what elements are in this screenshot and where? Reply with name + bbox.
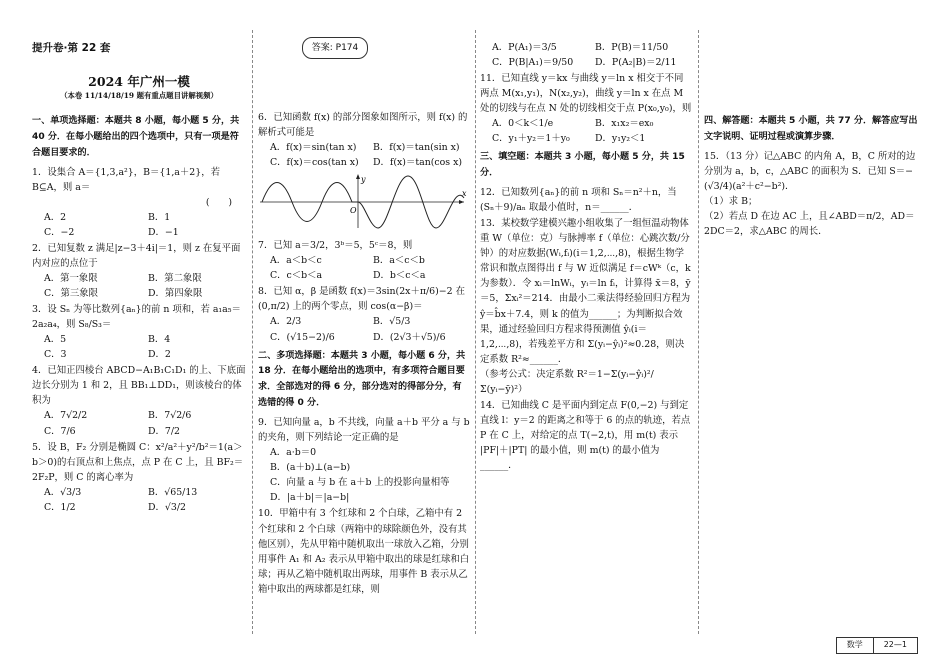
column-4 (704, 110, 918, 240)
question-stem: 11．已知直线 y＝kx 与曲线 y＝ln x 相交于不同两点 M(x₁,y₁)，N(x₂,y₂)，曲线 y＝ln x 在点 M 处的切线与在点 N 处的切线相交于点 P(x₀,y₀)，则 (480, 73, 692, 115)
option-c: C．f(x)＝cos(tan x) (270, 157, 359, 169)
column-1 (32, 110, 246, 516)
option-d: D．f(x)＝tan(cos x) (373, 157, 463, 169)
option-c: C．1/2 (44, 501, 76, 513)
option-c: C．−2 (44, 226, 75, 238)
answer-paren: ( ) (205, 196, 232, 208)
section-multi-choice: 二、多项选择题：本题共 3 小题，每小题 6 分，共 18 分．在每小题给出的选项中，有多项符合题目要求．全部选对的得 6 分，部分选对的得部分分，有选错的得 0 分． (258, 350, 466, 409)
question-11 (480, 71, 692, 146)
option-d: D．b＜c＜a (373, 270, 426, 282)
page-subtitle: （本卷 11/14/18/19 题有重点题目讲解视频） (60, 91, 218, 100)
question-stem: 3．设 Sₙ 为等比数列{aₙ}的前 n 项和，若 a₁a₅＝2a₂a₄，则 S₈/S₃＝ (32, 304, 241, 331)
option-d: D．y₁y₂＜1 (595, 133, 646, 145)
option-c: C．y₁＋y₂＝1＋y₀ (492, 133, 570, 145)
column-divider (698, 30, 699, 634)
x-axis-arrow (459, 200, 464, 204)
footer-page-number: 22—1 (873, 638, 917, 653)
question-2 (32, 241, 246, 301)
part-2: （2）若点 D 在边 AC 上，且∠ABD＝π/2，AD＝2DC＝2，求△ABC 的周长． (704, 211, 915, 238)
option-a: A．f(x)＝sin(tan x) (270, 142, 357, 154)
section-single-choice: 一、单项选择题：本题共 8 小题，每小题 5 分，共 40 分．在每小题给出的四个选项中，只有一项是符合题目要求的． (32, 116, 240, 158)
question-7 (258, 238, 470, 283)
part-1: （1）求 B； (704, 195, 758, 207)
question-stem: 1．设集合 A＝{1,3,a²}，B＝{1,a＋2}，若 B⊆A，则 a＝ (32, 166, 220, 193)
option-c: C．第三象限 (44, 288, 99, 300)
option-b: B．(a＋b)⊥(a−b) (270, 462, 351, 474)
section-label: 提升卷·第 22 套 (32, 42, 111, 54)
option-a: A．P(A₁)＝3/5 (492, 42, 557, 53)
y-axis-label: y (361, 175, 366, 185)
option-c: C．c＜b＜a (270, 270, 323, 282)
question-stem: 10．甲箱中有 3 个红球和 2 个白球，乙箱中有 2 个红球和 2 个白球（两箱中的球除颜色外，没有其他区别），先从甲箱中随机取出一球放入乙箱，分别用事件 A₁ 和 A₂ 表示从甲箱中取出的球是红球和白球；再从乙箱中随机取出两球，用事件 B 表示从乙箱中取出的两球都是红球，则 (258, 508, 470, 595)
question-stem: 15．（13 分）记△ABC 的内角 A，B，C 所对的边分别为 a，b，c，△ABC 的面积为 S．已知 S＝−(√3/4)(a²＋c²−b²)． (704, 150, 916, 192)
option-d: D．|a＋b|＝|a−b| (270, 492, 350, 504)
option-a: A．5 (44, 334, 67, 346)
answer-badge: 答案: P174 (302, 37, 368, 59)
option-b: B．4 (148, 334, 171, 346)
question-stem: 6．已知函数 f(x) 的部分图象如图所示，则 f(x) 的解析式可能是 (258, 112, 468, 139)
option-c: C．(√15−2)/6 (270, 331, 335, 343)
question-stem: 13．某校数学建模兴趣小组收集了一组恒温动物体重 W（单位：克）与脉搏率 f（单位：心跳次数/分钟）的对应数据(Wᵢ,fᵢ)(i＝1,2,⋯,8)，根据生物学常识和散点图得出 f 与 W 近似满足 f＝cWᵏ（c，k 为参数）．令 xᵢ＝lnWᵢ，yᵢ＝ln fᵢ，计算得 x̄＝8，ȳ＝5，Σxᵢ²＝214．由最小二乘法得经验回归方程为 ŷ＝b̂x＋7.4，则 k 的值为______；为判断拟合效果，通过经验回归方程求得预测值 ŷᵢ(i＝1,2,⋯,8)，若残差平方和 Σ(yᵢ−ŷᵢ)²≈0.28，则决定系数 R²≈______． (480, 218, 691, 365)
reference-formula: （参考公式：决定系数 R²＝1−Σ(yᵢ−ŷᵢ)²/Σ(yᵢ−ȳ)²） (480, 368, 654, 395)
section-fill-blank: 三、填空题：本题共 3 小题，每小题 5 分，共 15 分． (480, 152, 685, 179)
option-d: D．第四象限 (148, 288, 203, 300)
question-stem: 12．已知数列{aₙ}的前 n 项和 Sₙ＝n²＋n，当 (Sₙ＋9)/aₙ 取最小值时，n＝______． (480, 187, 677, 214)
question-stem: 7．已知 a＝3/2，3ᵇ＝5，5ᶜ＝8，则 (258, 240, 413, 252)
question-15 (704, 149, 918, 239)
question-stem: 8．已知 α，β 是函数 f(x)＝3sin(2x＋π/6)−2 在 (0,π/2) 上的两个零点，则 cos(α−β)＝ (258, 286, 465, 313)
x-axis-label: x (462, 189, 467, 199)
option-a: A．a＜b＜c (270, 255, 322, 267)
page-title: 2024 年广州一模 (88, 74, 190, 89)
question-1 (32, 165, 246, 240)
option-c: C．3 (44, 349, 67, 361)
question-14 (480, 398, 692, 473)
question-9 (258, 415, 470, 505)
question-stem: 5．设 B，F₂ 分别是椭圆 C：x²/a²＋y²/b²＝1(a＞b＞0)的右顶点和上焦点，点 P 在 C 上，且 BF₂＝2F₂P，则 C 的离心率为 (32, 441, 244, 483)
option-a: A．7√2/2 (44, 410, 88, 422)
page-footer (836, 637, 918, 654)
option-b: B．√5/3 (373, 316, 411, 328)
option-a: A．第一象限 (44, 273, 98, 285)
question-stem: 4．已知正四棱台 ABCD−A₁B₁C₁D₁ 的上、下底面边长分别为 1 和 2，且 BB₁⊥DD₁，则该棱台的体积为 (32, 365, 246, 407)
option-d: D．√3/2 (148, 501, 186, 513)
question-8 (258, 284, 470, 344)
option-b: B．√65/13 (148, 486, 198, 498)
column-divider (252, 30, 253, 634)
option-a: A．√3/3 (44, 486, 82, 498)
option-d: D．−1 (148, 226, 179, 238)
question-12 (480, 185, 692, 215)
option-d: D．P(A₂|B)＝2/11 (595, 57, 677, 69)
column-3 (480, 40, 692, 474)
question-stem: 2．已知复数 z 满足|z−3＋4i|＝1，则 z 在复平面内对应的点位于 (32, 242, 241, 269)
option-a: A．2 (44, 211, 67, 223)
option-b: B．第二象限 (148, 273, 202, 285)
option-a: A．2/3 (270, 316, 302, 328)
option-b: B．a＜c＜b (373, 255, 425, 267)
function-graph (260, 172, 468, 230)
question-13 (480, 216, 692, 397)
question-3 (32, 302, 246, 362)
question-10-options (480, 40, 692, 70)
y-axis-arrow (356, 174, 360, 179)
origin-label: O (350, 206, 357, 216)
question-5 (32, 440, 246, 515)
column-divider (475, 30, 476, 634)
option-a: A．0＜k＜1/e (492, 118, 554, 130)
option-a: A．a·b＝0 (270, 447, 317, 459)
option-d: D．(2√3＋√5)/6 (373, 331, 446, 343)
option-d: D．7/2 (148, 425, 180, 437)
column-2 (258, 110, 470, 598)
option-b: B．P(B)＝11/50 (595, 42, 669, 53)
option-c: C．7/6 (44, 425, 76, 437)
option-b: B．1 (148, 211, 171, 223)
question-10 (258, 506, 470, 596)
option-c: C．向量 a 与 b 在 a＋b 上的投影向量相等 (270, 477, 450, 489)
option-d: D．2 (148, 349, 171, 361)
question-6 (258, 110, 470, 237)
footer-subject: 数学 (846, 640, 863, 650)
option-c: C．P(B|A₁)＝9/50 (492, 57, 574, 69)
question-stem: 14．已知曲线 C 是平面内到定点 F(0,−2) 与到定直线 l：y＝2 的距离之和等于 6 的点的轨迹，若点 P 在 C 上，对给定的点 T(−2,t)，用 m(t) 表示 |PF|＋|PT| 的最小值，则 m(t) 的最小值为______． (480, 399, 691, 471)
section-solve: 四、解答题：本题共 5 小题，共 77 分．解答应写出文字说明、证明过程或演算步骤． (704, 116, 918, 142)
option-b: B．f(x)＝tan(sin x) (373, 142, 460, 154)
question-4 (32, 363, 246, 438)
option-b: B．x₁x₂＝ex₀ (595, 118, 654, 130)
option-b: B．7√2/6 (148, 410, 192, 422)
question-stem: 9．已知向量 a，b 不共线，向量 a＋b 平分 a 与 b 的夹角，则下列结论一定正确的是 (258, 417, 470, 444)
